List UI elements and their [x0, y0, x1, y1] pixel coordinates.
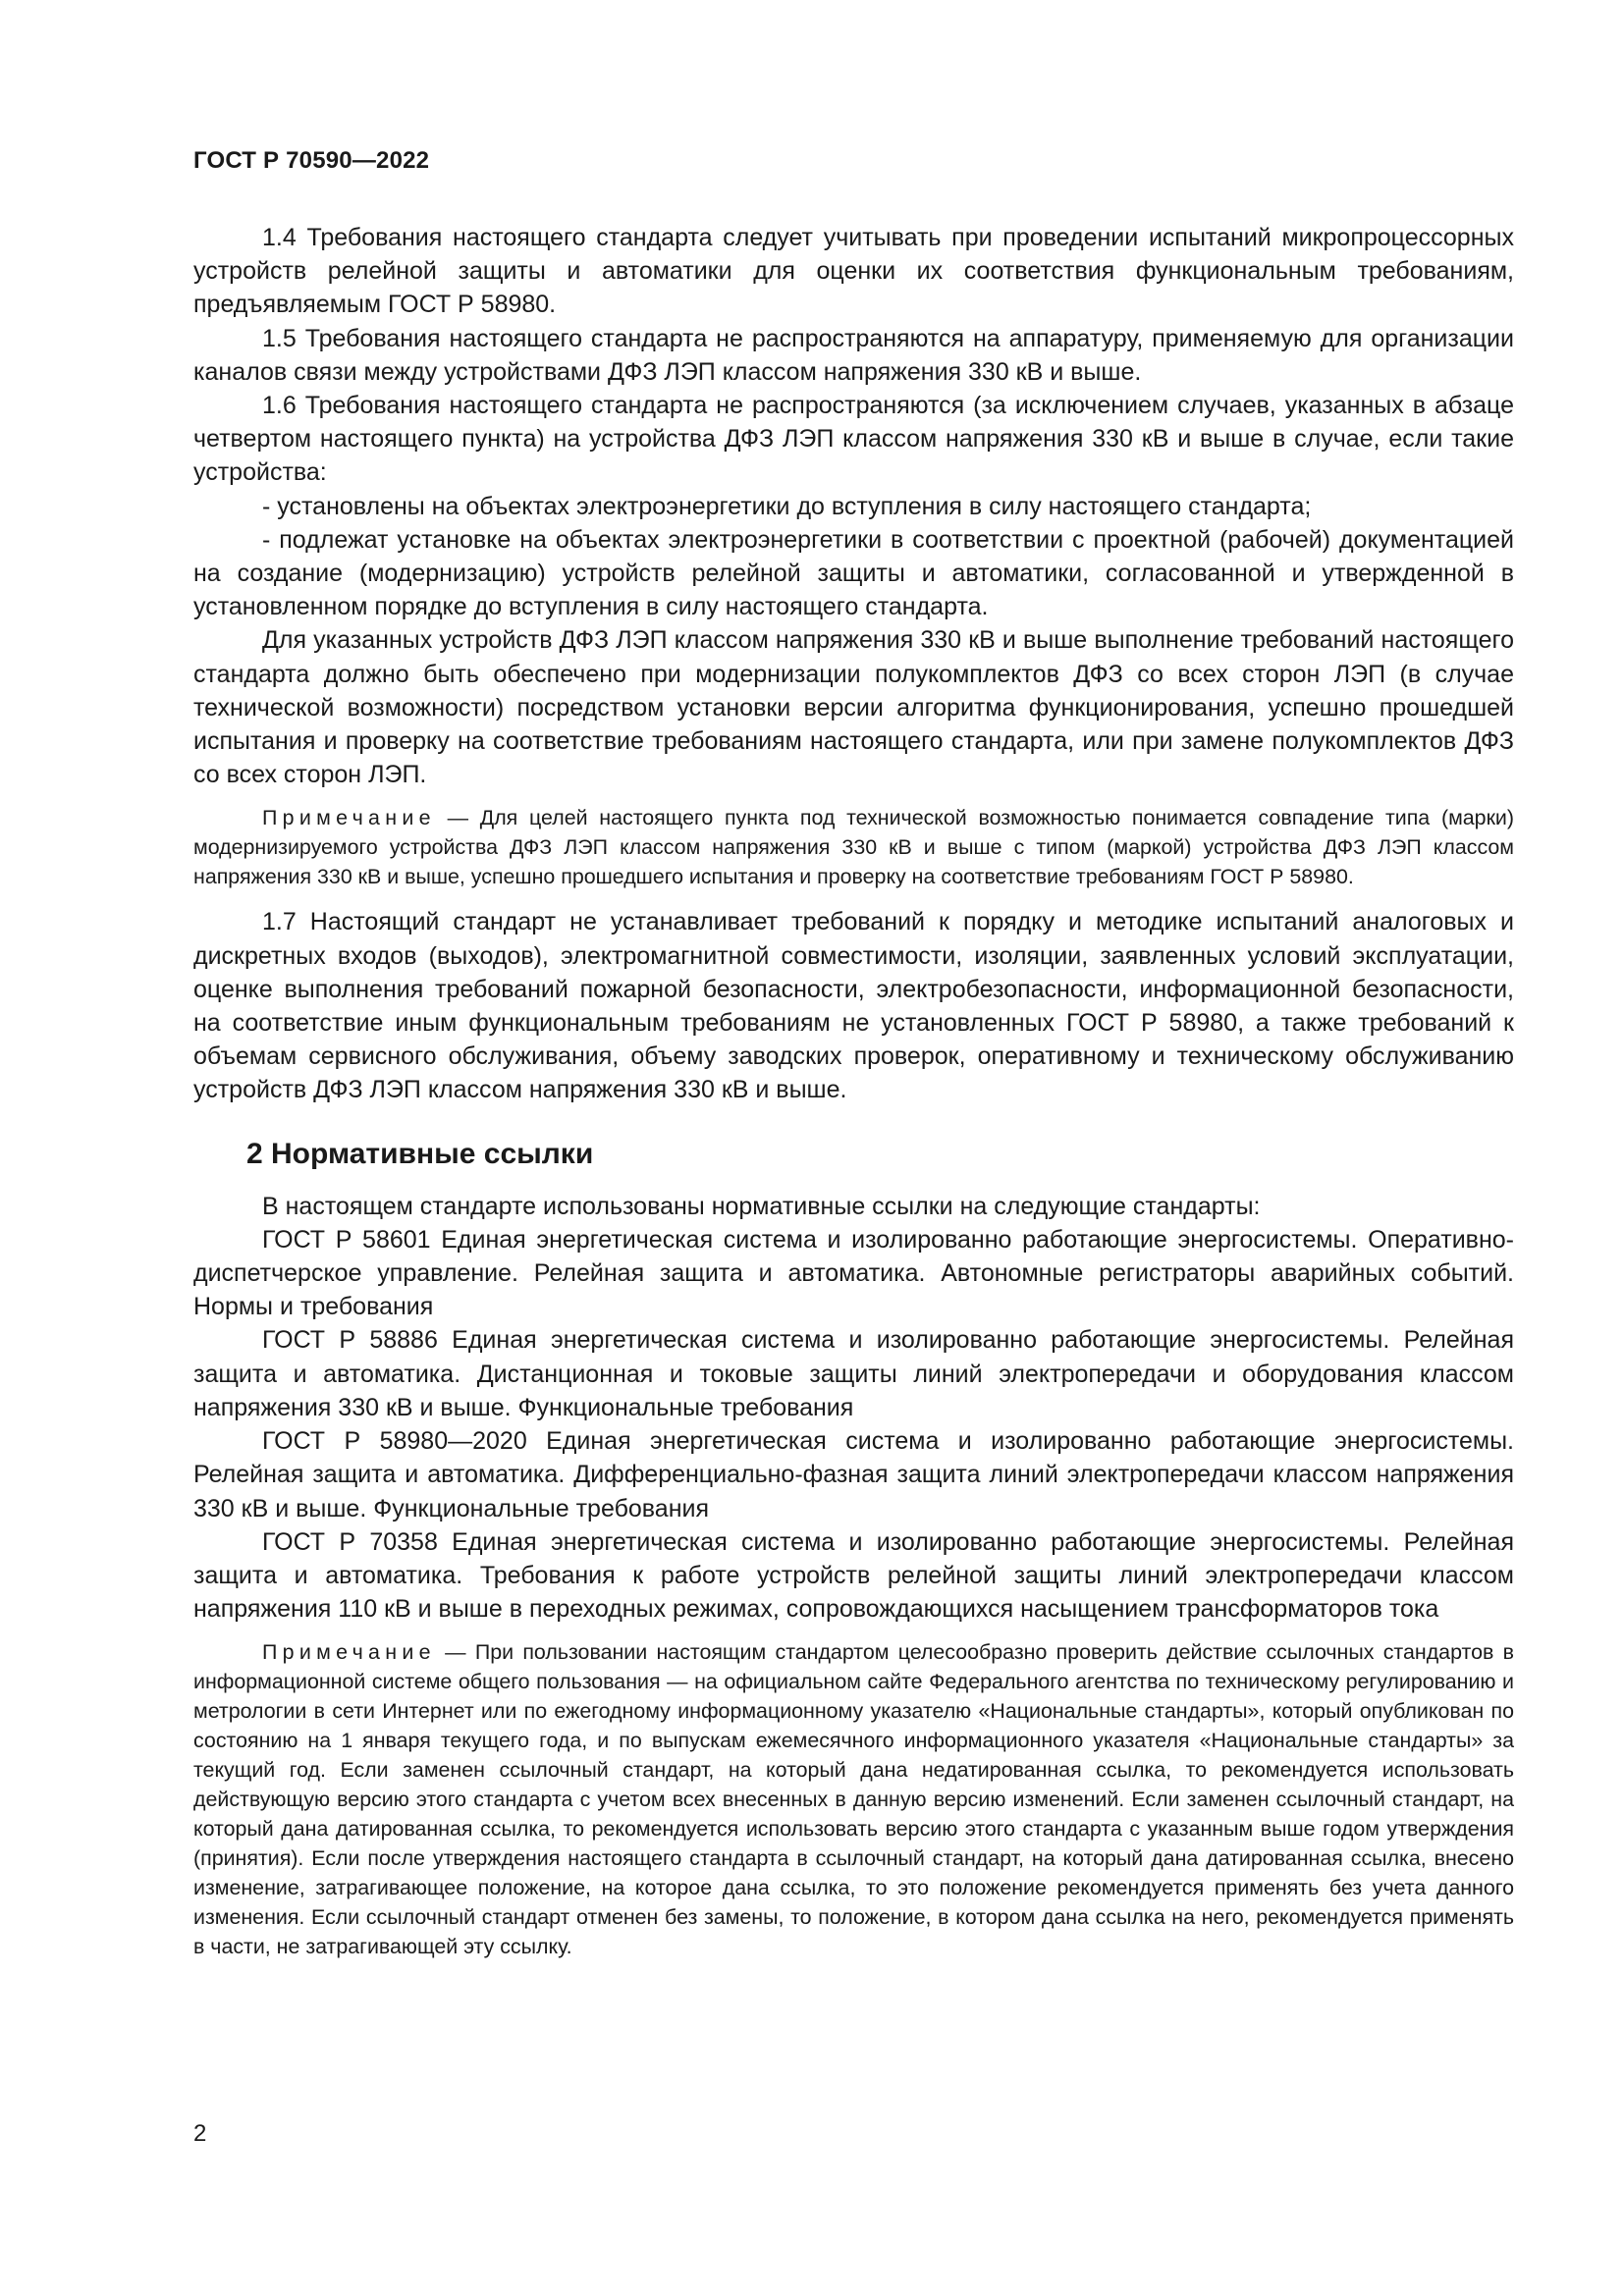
list-item: - подлежат установке на объектах электроэнергетики в соответствии с проектной (рабочей) документацией на создание (модернизацию) устройств релейной защиты и автоматики, согласованной и утвержденной в установленном порядке до вступления в силу настоящего стандарта. [193, 525, 1514, 621]
note-2 [193, 1637, 1514, 1961]
section-2-title: 2 Нормативные ссылки [246, 1137, 594, 1170]
references-intro: В настоящем стандарте использованы нормативные ссылки на следующие стандарты: [262, 1192, 1261, 1220]
note-1 [193, 803, 1514, 891]
note-label: Примечание [262, 806, 436, 830]
reference-item: ГОСТ Р 58980—2020 Единая энергетическая система и изолированно работающие энергосистемы. Релейная защита и автоматика. Дифференциально-фазная защита линий электропередачи классом напряжения 330 кВ и выше. Функциональные требования [193, 1427, 1514, 1522]
note-text: — Для целей настоящего пункта под технической возможностью понимается совпадение типа (марки) модернизируемого устройства ДФЗ ЛЭП классом напряжения 330 кВ и выше с типом (маркой) устройства ДФЗ ЛЭП классом напряжения 330 кВ и выше, успешно прошедшего испытания и проверку на соответствие требованиям ГОСТ Р 58980. [193, 806, 1514, 889]
paragraph-1-7: 1.7 Настоящий стандарт не устанавливает требований к порядку и методике испытаний аналоговых и дискретных входов (выходов), электромагнитной совместимости, изоляции, заявленных условий эксплуатации, оценке выполнения требований пожарной безопасности, электробезопасности, информационной безопасности, на соответствие иным функциональным требованиям не установленных ГОСТ Р 58980, а также требований к объемам сервисного обслуживания, объему заводских проверок, оперативному и техническому обслуживанию устройств ДФЗ ЛЭП классом напряжения 330 кВ и выше. [193, 908, 1514, 1104]
paragraph-1-5: 1.5 Требования настоящего стандарта не распространяются на аппаратуру, применяемую для организации каналов связи между устройствами ДФЗ ЛЭП классом напряжения 330 кВ и выше. [193, 324, 1514, 386]
reference-item: ГОСТ Р 58601 Единая энергетическая система и изолированно работающие энергосистемы. Оперативно-диспетчерское управление. Релейная защита и автоматика. Автономные регистраторы аварийных событий. Нормы и требования [193, 1225, 1514, 1321]
paragraph-1-4: 1.4 Требования настоящего стандарта следует учитывать при проведении испытаний микропроцессорных устройств релейной защиты и автоматики для оценки их соответствия функциональным требованиям, предъявляемым ГОСТ Р 58980. [193, 224, 1514, 319]
note-label: Примечание [262, 1640, 436, 1665]
document-code-header: ГОСТ Р 70590—2022 [193, 147, 430, 174]
paragraph-1-6: 1.6 Требования настоящего стандарта не распространяются (за исключением случаев, указанных в абзаце четвертом настоящего пункта) на устройства ДФЗ ЛЭП классом напряжения 330 кВ и выше в случае, если такие устройства: [193, 392, 1514, 487]
page-number: 2 [193, 2120, 207, 2147]
list-item: - установлены на объектах электроэнергетики до вступления в силу настоящего стандарта; [262, 492, 1312, 520]
reference-item: ГОСТ Р 70358 Единая энергетическая система и изолированно работающие энергосистемы. Релейная защита и автоматика. Требования к работе устройств релейной защиты линий электропередачи классом напряжения 110 кВ и выше в переходных режимах, сопровождающихся насыщением трансформаторов тока [193, 1527, 1514, 1624]
reference-item: ГОСТ Р 58886 Единая энергетическая система и изолированно работающие энергосистемы. Релейная защита и автоматика. Дистанционная и токовые защиты линий электропередачи и оборудования классом напряжения 330 кВ и выше. Функциональные требования [193, 1326, 1514, 1421]
paragraph-for-devices: Для указанных устройств ДФЗ ЛЭП классом напряжения 330 кВ и выше выполнение требований настоящего стандарта должно быть обеспечено при модернизации полукомплектов ДФЗ со всех сторон ЛЭП (в случае технической возможности) посредством установки версии алгоритма функционирования, успешно прошедшей испытания и проверку на соответствие требованиям настоящего стандарта, или при замене полукомплектов ДФЗ со всех сторон ЛЭП. [193, 626, 1514, 789]
note-text: — При пользовании настоящим стандартом целесообразно проверить действие ссылочных стандартов в информационной системе общего пользования — на официальном сайте Федерального агентства по техническому регулированию и метрологии в сети Интернет или по ежегодному информационному указателю «Национальные стандарты», который опубликован по состоянию на 1 января текущего года, и по выпускам ежемесячного информационного указателя «Национальные стандарты» за текущий год. Если заменен ссылочный стандарт, на который дана недатированная ссылка, то рекомендуется использовать действующую версию этого стандарта с учетом всех внесенных в данную версию изменений. Если заменен ссылочный стандарт, на который дана датированная ссылка, то рекомендуется использовать версию этого стандарта с указанным выше годом утверждения (принятия). Если после утверждения настоящего стандарта в ссылочный стандарт, на который дана датированная ссылка, внесено изменение, затрагивающее положение, на которое дана ссылка, то это положение рекомендуется применять без учета данного изменения. Если ссылочный стандарт отменен без замены, то положение, в котором дана ссылка на него, рекомендуется применять в части, не затрагивающей эту ссылку. [193, 1640, 1514, 1959]
page-content [193, 221, 1514, 1961]
